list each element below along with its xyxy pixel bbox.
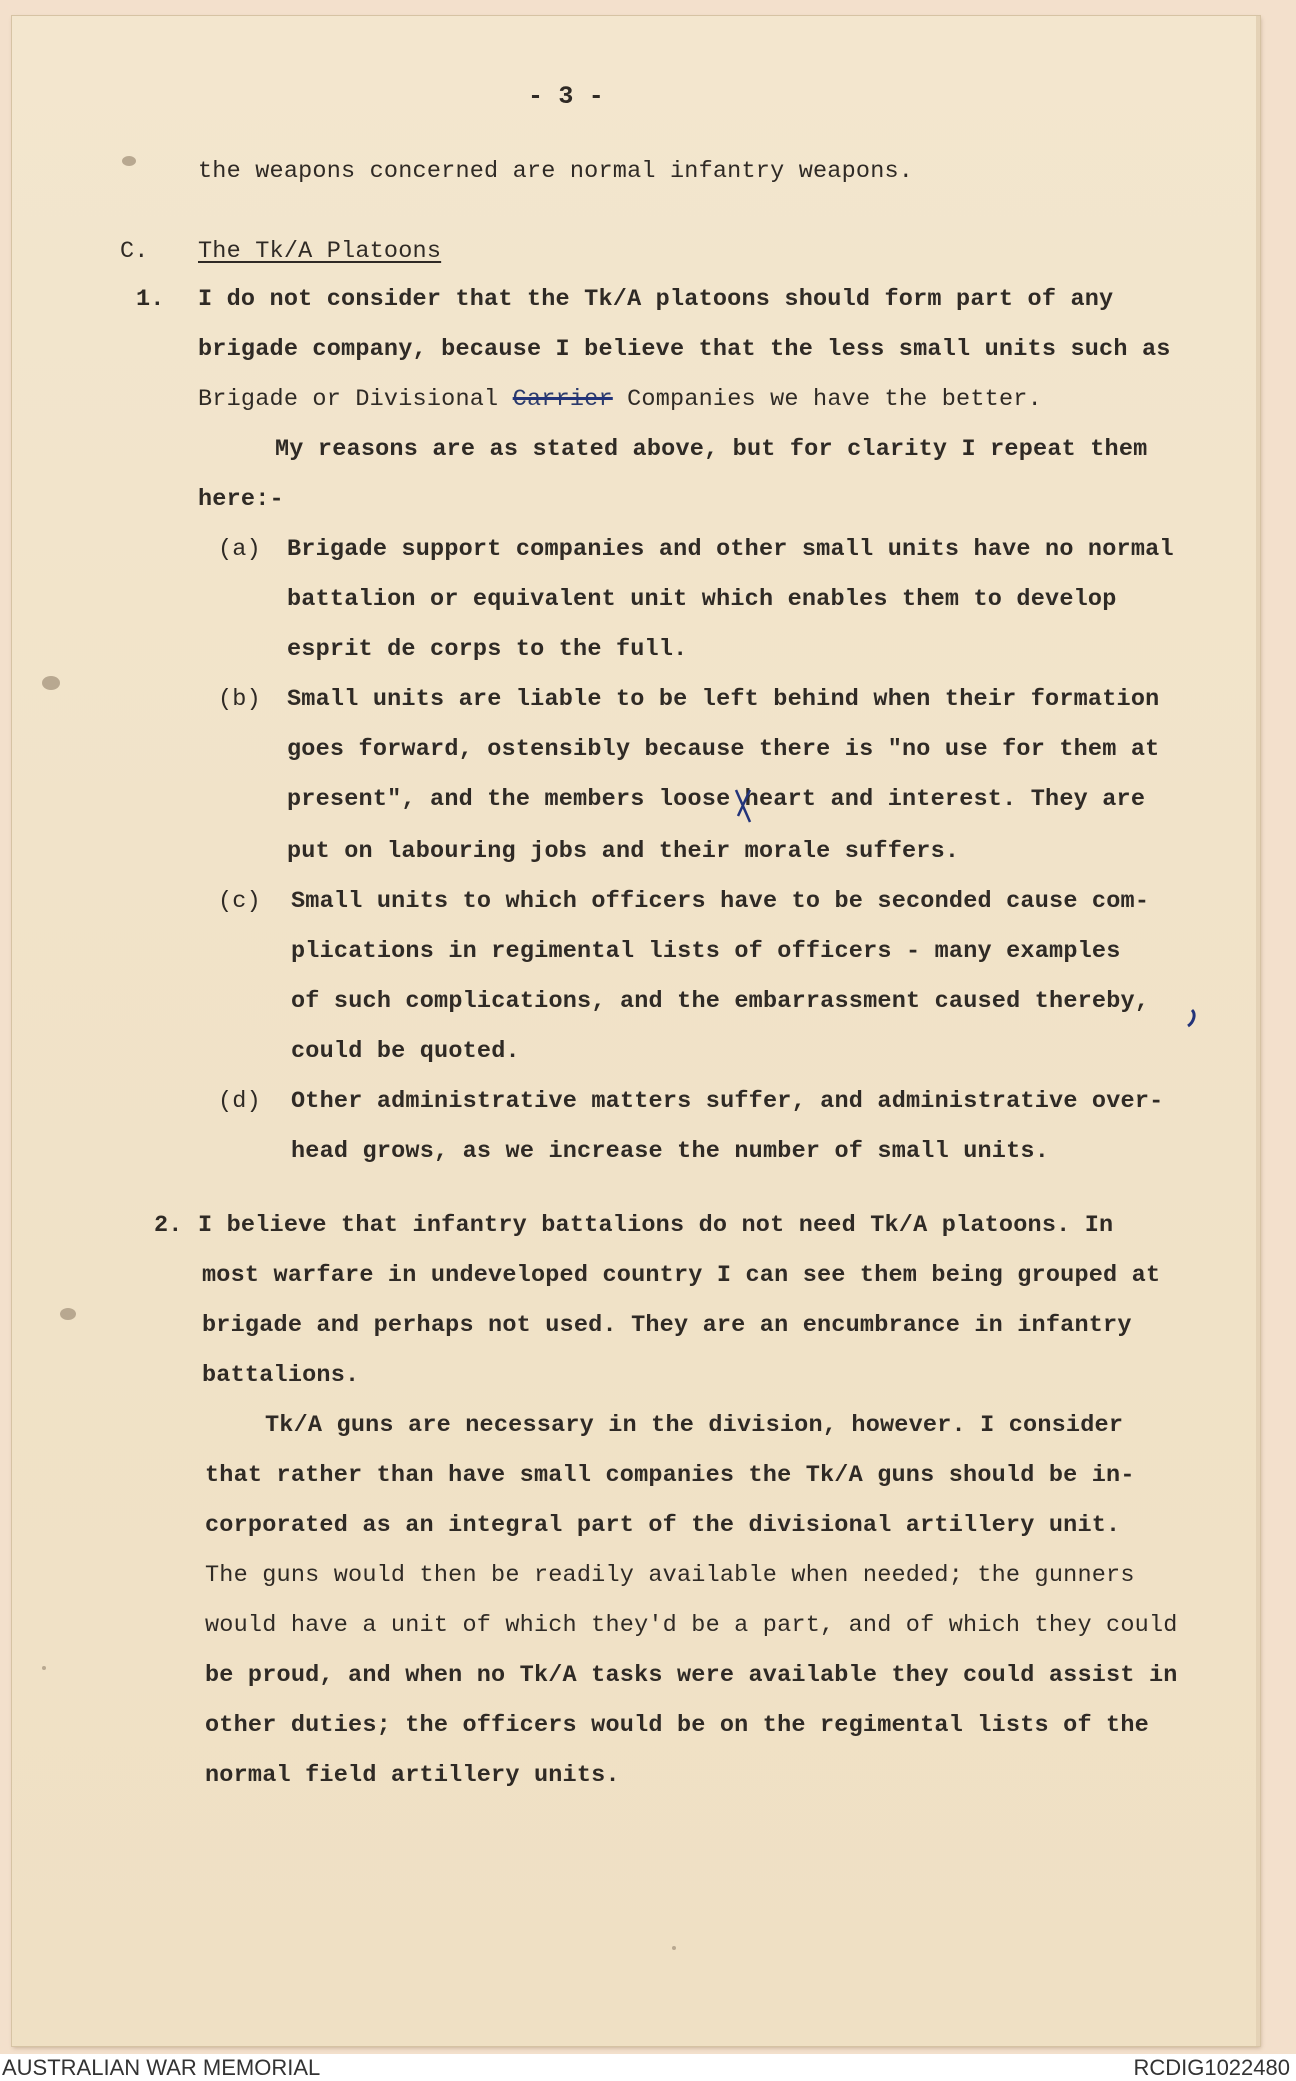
text-line: could be quoted. xyxy=(291,1038,520,1065)
text-line: present", and the members loose heart and interest. They are xyxy=(287,786,1146,813)
text-line: plications in regimental lists of officers - many examples xyxy=(291,938,1121,965)
text-line: that rather than have small companies the Tk/A guns should be in- xyxy=(205,1462,1135,1489)
text-line: battalions. xyxy=(202,1362,360,1389)
text-line: the weapons concerned are normal infantry weapons. xyxy=(198,158,914,185)
text-line: here:- xyxy=(198,486,284,513)
text-line: brigade and perhaps not used. They are an encumbrance in infantry xyxy=(202,1312,1132,1339)
item-label: (a) xyxy=(218,536,261,563)
page-number: - 3 - xyxy=(528,82,605,111)
text-line: corporated as an integral part of the divisional artillery unit. xyxy=(205,1512,1121,1539)
item-label: (c) xyxy=(218,888,261,915)
text-line: of such complications, and the embarrassment caused thereby, xyxy=(291,988,1150,1015)
section-heading: The Tk/A Platoons xyxy=(198,238,442,265)
text-line: Other administrative matters suffer, and administrative over- xyxy=(291,1088,1164,1115)
text-line: normal field artillery units. xyxy=(205,1762,620,1789)
pen-comma-mark xyxy=(1184,1006,1200,1030)
struck-word: Carrier xyxy=(512,386,613,413)
point-number: 2. xyxy=(154,1212,183,1239)
text-line: brigade company, because I believe that the less small units such as xyxy=(198,336,1171,363)
text-line: would have a unit of which they'd be a part, and of which they could xyxy=(205,1612,1178,1639)
text-line: battalion or equivalent unit which enables them to develop xyxy=(287,586,1117,613)
archive-id: RCDIG1022480 xyxy=(1133,2055,1290,2080)
text-line: I do not consider that the Tk/A platoons should form part of any xyxy=(198,286,1114,313)
text-segment: Brigade or Divisional xyxy=(198,386,499,413)
archive-name: AUSTRALIAN WAR MEMORIAL xyxy=(2,2055,321,2080)
text-line: My reasons are as stated above, but for clarity I repeat them xyxy=(275,436,1148,463)
text-line: goes forward, ostensibly because there is "no use for them at xyxy=(287,736,1160,763)
item-label: (b) xyxy=(218,686,261,713)
text-line: The guns would then be readily available when needed; the gunners xyxy=(205,1562,1135,1589)
pen-correction-mark xyxy=(732,786,754,826)
text-segment: Companies we have the better. xyxy=(627,386,1042,413)
text-line xyxy=(198,386,1042,413)
paper-blemish xyxy=(60,1308,76,1320)
section-label: C. xyxy=(120,238,149,265)
text-line: esprit de corps to the full. xyxy=(287,636,688,663)
point-number: 1. xyxy=(136,286,165,313)
archive-footer xyxy=(0,2054,1296,2081)
text-line: I believe that infantry battalions do not need Tk/A platoons. In xyxy=(198,1212,1114,1239)
paper-blemish xyxy=(122,156,136,166)
text-line: Small units to which officers have to be seconded cause com- xyxy=(291,888,1150,915)
paper-blemish xyxy=(672,1946,676,1950)
document-page xyxy=(12,16,1260,2046)
text-line: other duties; the officers would be on the regimental lists of the xyxy=(205,1712,1149,1739)
paper-blemish xyxy=(42,1666,46,1670)
item-label: (d) xyxy=(218,1088,261,1115)
paper-blemish xyxy=(42,676,60,690)
text-line: most warfare in undeveloped country I can see them being grouped at xyxy=(202,1262,1161,1289)
text-line: put on labouring jobs and their morale suffers. xyxy=(287,838,960,865)
text-line: head grows, as we increase the number of small units. xyxy=(291,1138,1050,1165)
text-line: Brigade support companies and other small units have no normal xyxy=(287,536,1174,563)
text-line: Tk/A guns are necessary in the division, however. I consider xyxy=(265,1412,1124,1439)
text-line: be proud, and when no Tk/A tasks were available they could assist in xyxy=(205,1662,1178,1689)
text-line: Small units are liable to be left behind when their formation xyxy=(287,686,1160,713)
